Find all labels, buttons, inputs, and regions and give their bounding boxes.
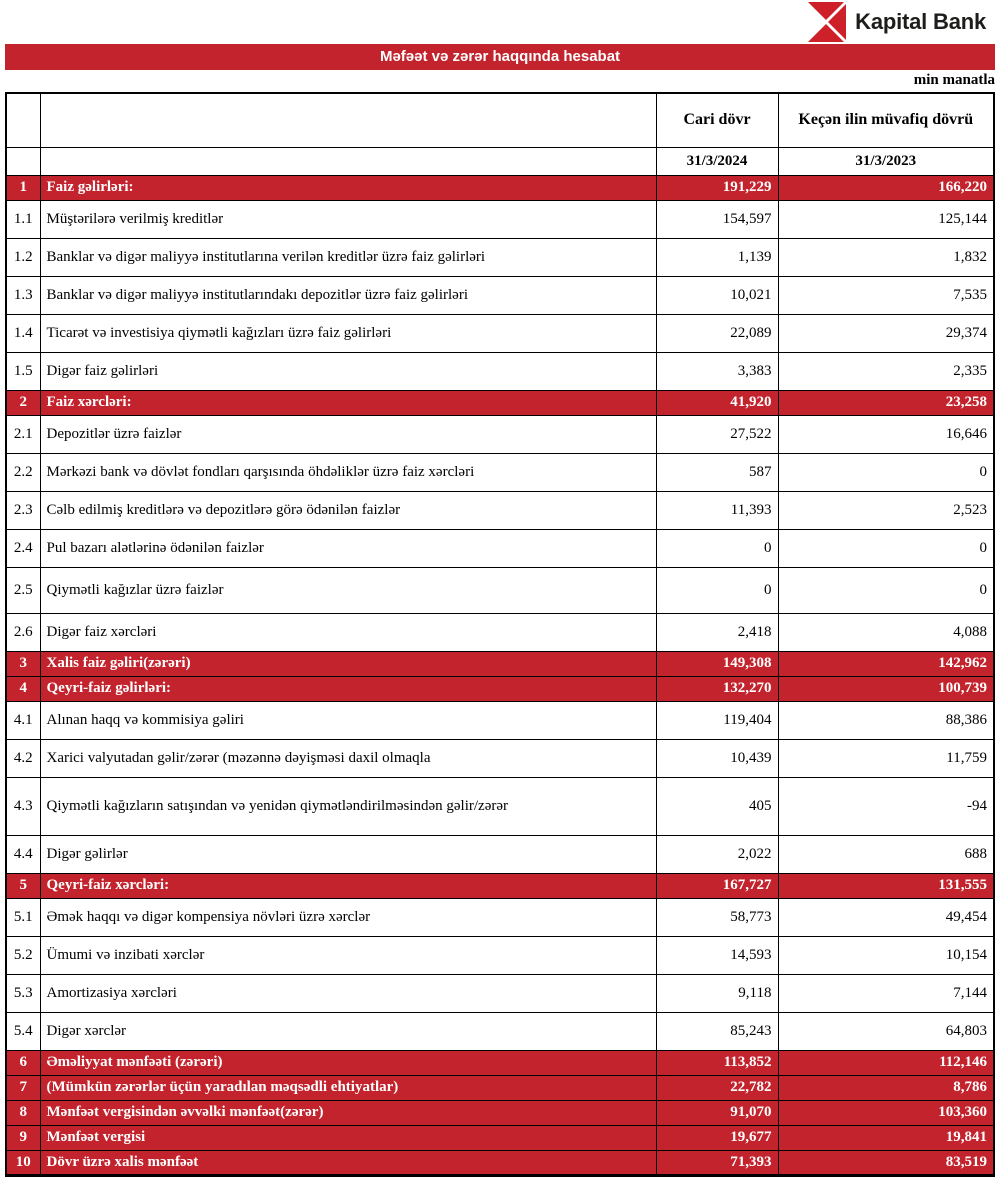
table-row — [6, 314, 994, 352]
row-label-cell: Əməliyyat mənfəəti (zərəri) — [40, 1050, 656, 1075]
kapital-bank-logo — [806, 2, 986, 42]
header-label-cell — [40, 147, 656, 175]
current-value-cell: 11,393 — [656, 491, 778, 529]
row-label-cell: Digər gəlirlər — [40, 835, 656, 873]
row-label-cell: (Mümkün zərərlər üçün yaradılan məqsədli ehtiyatlar) — [40, 1075, 656, 1100]
previous-value-cell: 8,786 — [778, 1075, 994, 1100]
row-number-cell: 4.4 — [6, 835, 40, 873]
table-row — [6, 415, 994, 453]
previous-value-cell: 166,220 — [778, 175, 994, 200]
previous-value-cell: 83,519 — [778, 1150, 994, 1175]
table-row-section — [6, 676, 994, 701]
previous-value-cell: 2,523 — [778, 491, 994, 529]
previous-value-cell: 4,088 — [778, 613, 994, 651]
current-value-cell: 191,229 — [656, 175, 778, 200]
row-label-cell: Banklar və digər maliyyə institutlarındakı depozitlər üzrə faiz gəlirləri — [40, 276, 656, 314]
row-label-cell: Qeyri-faiz xərcləri: — [40, 873, 656, 898]
row-number-cell: 4.3 — [6, 777, 40, 835]
unit-label: min manatla — [913, 72, 995, 88]
row-number-cell: 4.1 — [6, 701, 40, 739]
header-corner-cell — [6, 93, 40, 147]
current-value-cell: 405 — [656, 777, 778, 835]
current-value-cell: 9,118 — [656, 974, 778, 1012]
table-row — [6, 1012, 994, 1050]
previous-value-cell: 7,535 — [778, 276, 994, 314]
table-header — [6, 93, 994, 175]
row-label-cell: Cəlb edilmiş kreditlərə və depozitlərə görə ödənilən faizlər — [40, 491, 656, 529]
row-number-cell: 9 — [6, 1125, 40, 1150]
previous-value-cell: 0 — [778, 453, 994, 491]
current-value-cell: 132,270 — [656, 676, 778, 701]
previous-value-cell: 16,646 — [778, 415, 994, 453]
col-current-header: Cari dövr — [656, 93, 778, 147]
row-label-cell: Faiz gəlirləri: — [40, 175, 656, 200]
row-number-cell: 4.2 — [6, 739, 40, 777]
table-row — [6, 352, 994, 390]
table-row — [6, 529, 994, 567]
date-current-header: 31/3/2024 — [656, 147, 778, 175]
previous-value-cell: 19,841 — [778, 1125, 994, 1150]
row-label-cell: Ticarət və investisiya qiymətli kağızları üzrə faiz gəlirləri — [40, 314, 656, 352]
report-title-banner: Məfəət və zərər haqqında hesabat — [5, 44, 995, 70]
table-row-section — [6, 390, 994, 415]
row-number-cell: 2.2 — [6, 453, 40, 491]
current-value-cell: 113,852 — [656, 1050, 778, 1075]
previous-value-cell: 688 — [778, 835, 994, 873]
current-value-cell: 587 — [656, 453, 778, 491]
current-value-cell: 0 — [656, 567, 778, 613]
current-value-cell: 149,308 — [656, 651, 778, 676]
table-row-section — [6, 1075, 994, 1100]
current-value-cell: 19,677 — [656, 1125, 778, 1150]
row-label-cell: Dövr üzrə xalis mənfəət — [40, 1150, 656, 1175]
row-number-cell: 5.3 — [6, 974, 40, 1012]
row-number-cell: 1.3 — [6, 276, 40, 314]
row-label-cell: Əmək haqqı və digər kompensiya növləri üzrə xərclər — [40, 898, 656, 936]
row-number-cell: 5.4 — [6, 1012, 40, 1050]
table-row-section — [6, 1125, 994, 1150]
header-label-cell — [40, 93, 656, 147]
row-number-cell: 1 — [6, 175, 40, 200]
row-number-cell: 5.2 — [6, 936, 40, 974]
row-number-cell: 3 — [6, 651, 40, 676]
table-row — [6, 701, 994, 739]
current-value-cell: 2,022 — [656, 835, 778, 873]
row-label-cell: Qeyri-faiz gəlirləri: — [40, 676, 656, 701]
row-label-cell: Qiymətli kağızlar üzrə faizlər — [40, 567, 656, 613]
row-label-cell: Alınan haqq və kommisiya gəliri — [40, 701, 656, 739]
current-value-cell: 27,522 — [656, 415, 778, 453]
previous-value-cell: 23,258 — [778, 390, 994, 415]
previous-value-cell: 2,335 — [778, 352, 994, 390]
row-number-cell: 1.1 — [6, 200, 40, 238]
previous-value-cell: 64,803 — [778, 1012, 994, 1050]
row-label-cell: Digər faiz gəlirləri — [40, 352, 656, 390]
table-row — [6, 835, 994, 873]
row-number-cell: 1.5 — [6, 352, 40, 390]
table-row — [6, 974, 994, 1012]
current-value-cell: 22,089 — [656, 314, 778, 352]
row-number-cell: 5 — [6, 873, 40, 898]
table-row — [6, 936, 994, 974]
table-row — [6, 276, 994, 314]
previous-value-cell: 125,144 — [778, 200, 994, 238]
previous-value-cell: 7,144 — [778, 974, 994, 1012]
current-value-cell: 10,021 — [656, 276, 778, 314]
row-label-cell: Digər faiz xərcləri — [40, 613, 656, 651]
row-number-cell: 7 — [6, 1075, 40, 1100]
table-row — [6, 200, 994, 238]
table-row — [6, 739, 994, 777]
previous-value-cell: 49,454 — [778, 898, 994, 936]
row-number-cell: 2.1 — [6, 415, 40, 453]
row-number-cell: 2.4 — [6, 529, 40, 567]
table-row-section — [6, 1050, 994, 1075]
table-row — [6, 898, 994, 936]
current-value-cell: 3,383 — [656, 352, 778, 390]
row-number-cell: 10 — [6, 1150, 40, 1175]
current-value-cell: 71,393 — [656, 1150, 778, 1175]
current-value-cell: 91,070 — [656, 1100, 778, 1125]
report-table — [5, 92, 995, 1177]
row-number-cell: 4 — [6, 676, 40, 701]
row-number-cell: 8 — [6, 1100, 40, 1125]
previous-value-cell: 88,386 — [778, 701, 994, 739]
current-value-cell: 22,782 — [656, 1075, 778, 1100]
row-number-cell: 2 — [6, 390, 40, 415]
row-number-cell: 2.3 — [6, 491, 40, 529]
previous-value-cell: 103,360 — [778, 1100, 994, 1125]
kapital-bank-logo-icon — [806, 2, 846, 42]
table-row — [6, 777, 994, 835]
table-row — [6, 238, 994, 276]
current-value-cell: 1,139 — [656, 238, 778, 276]
previous-value-cell: 0 — [778, 567, 994, 613]
header-corner-cell — [6, 147, 40, 175]
previous-value-cell: 11,759 — [778, 739, 994, 777]
row-label-cell: Xarici valyutadan gəlir/zərər (məzənnə dəyişməsi daxil olmaqla — [40, 739, 656, 777]
col-previous-header: Keçən ilin müvafiq dövrü — [778, 93, 994, 147]
row-number-cell: 2.6 — [6, 613, 40, 651]
report-table-body — [6, 175, 994, 1175]
table-row-section — [6, 175, 994, 200]
row-number-cell: 6 — [6, 1050, 40, 1075]
table-row — [6, 453, 994, 491]
date-previous-header: 31/3/2023 — [778, 147, 994, 175]
header — [0, 0, 1000, 44]
table-row-section — [6, 1150, 994, 1175]
current-value-cell: 119,404 — [656, 701, 778, 739]
previous-value-cell: 10,154 — [778, 936, 994, 974]
previous-value-cell: 131,555 — [778, 873, 994, 898]
row-label-cell: Depozitlər üzrə faizlər — [40, 415, 656, 453]
table-row — [6, 491, 994, 529]
row-label-cell: Qiymətli kağızların satışından və yenidən qiymətləndirilməsindən gəlir/zərər — [40, 777, 656, 835]
current-value-cell: 85,243 — [656, 1012, 778, 1050]
table-row — [6, 567, 994, 613]
header-row-dates — [6, 147, 994, 175]
row-label-cell: Digər xərclər — [40, 1012, 656, 1050]
row-label-cell: Ümumi və inzibati xərclər — [40, 936, 656, 974]
table-row-section — [6, 651, 994, 676]
row-label-cell: Faiz xərcləri: — [40, 390, 656, 415]
previous-value-cell: 142,962 — [778, 651, 994, 676]
current-value-cell: 0 — [656, 529, 778, 567]
current-value-cell: 58,773 — [656, 898, 778, 936]
row-number-cell: 2.5 — [6, 567, 40, 613]
row-label-cell: Banklar və digər maliyyə institutlarına verilən kreditlər üzrə faiz gəlirləri — [40, 238, 656, 276]
current-value-cell: 10,439 — [656, 739, 778, 777]
previous-value-cell: -94 — [778, 777, 994, 835]
previous-value-cell: 1,832 — [778, 238, 994, 276]
current-value-cell: 41,920 — [656, 390, 778, 415]
row-label-cell: Xalis faiz gəliri(zərəri) — [40, 651, 656, 676]
table-row-section — [6, 873, 994, 898]
row-number-cell: 1.4 — [6, 314, 40, 352]
row-label-cell: Amortizasiya xərcləri — [40, 974, 656, 1012]
row-label-cell: Mənfəət vergisindən əvvəlki mənfəət(zərər) — [40, 1100, 656, 1125]
current-value-cell: 14,593 — [656, 936, 778, 974]
header-row-columns — [6, 93, 994, 147]
table-row-section — [6, 1100, 994, 1125]
row-number-cell: 1.2 — [6, 238, 40, 276]
previous-value-cell: 29,374 — [778, 314, 994, 352]
row-label-cell: Müştərilərə verilmiş kreditlər — [40, 200, 656, 238]
previous-value-cell: 0 — [778, 529, 994, 567]
row-label-cell: Mənfəət vergisi — [40, 1125, 656, 1150]
previous-value-cell: 100,739 — [778, 676, 994, 701]
current-value-cell: 154,597 — [656, 200, 778, 238]
previous-value-cell: 112,146 — [778, 1050, 994, 1075]
current-value-cell: 167,727 — [656, 873, 778, 898]
row-label-cell: Pul bazarı alətlərinə ödənilən faizlər — [40, 529, 656, 567]
table-row — [6, 613, 994, 651]
logo-text: Kapital Bank — [855, 9, 986, 34]
row-number-cell: 5.1 — [6, 898, 40, 936]
current-value-cell: 2,418 — [656, 613, 778, 651]
row-label-cell: Mərkəzi bank və dövlət fondları qarşısında öhdəliklər üzrə faiz xərcləri — [40, 453, 656, 491]
